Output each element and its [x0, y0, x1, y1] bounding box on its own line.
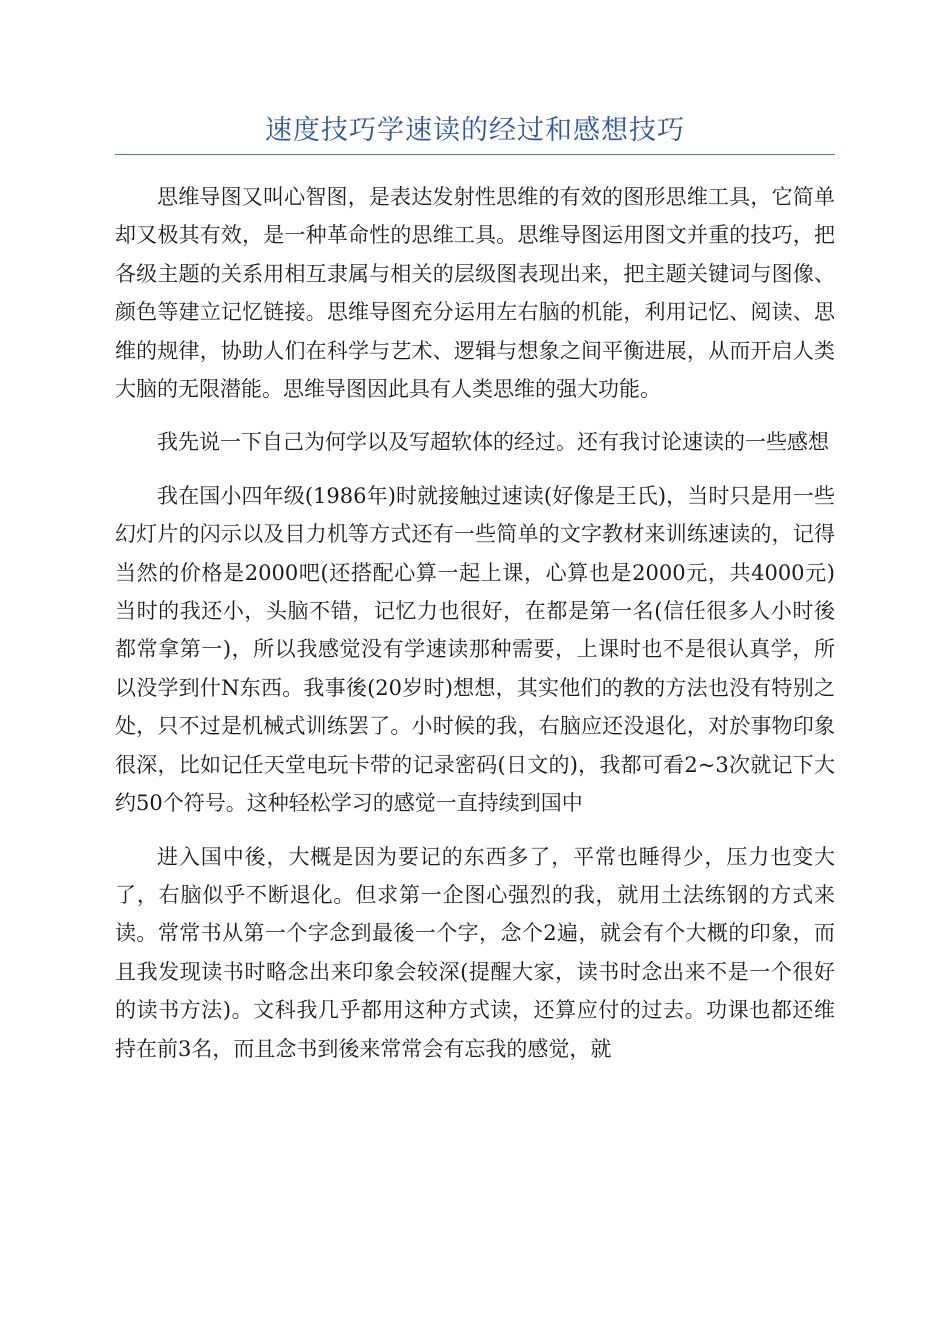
paragraph: 进入国中後，大概是因为要记的东西多了，平常也睡得少，压力也变大了，右脑似乎不断退化。但求第一企图心强烈的我，就用土法练钢的方式来读。常常书从第一个字念到最後一个字，念个2遍，就会有个大概的印象，而且我发现读书时略念出来印象会较深(提醒大家，读书时念出来不是一个很好的读书方法)。文科我几乎都用这种方式读，还算应付的过去。功课也都还维持在前3名，而且念书到後来常常会有忘我的感觉，就: [115, 844, 835, 1061]
paragraph: 我在国小四年级(1986年)时就接触过速读(好像是王氏)，当时只是用一些幻灯片的闪示以及目力机等方式还有一些简单的文字教材来训练速读的，记得当然的价格是2000吧(还搭配心算一起上课，心算也是2000元，共4000元)当时的我还小，头脑不错，记忆力也很好，在都是第一名(信任很多人小时後都常拿第一)，所以我感觉没有学速读那种需要，上课时也不是很认真学，所以没学到什N东西。我事後(20岁时)想想，其实他们的教的方法也没有特别之处，只不过是机械式训练罢了。小时候的我，右脑应还没退化，对於事物印象很深，比如记任天堂电玩卡带的记录密码(日文的)，我都可看2~3次就记下大约50个符号。这种轻松学习的感觉一直持续到国中: [115, 483, 835, 816]
paragraph: 思维导图又叫心智图，是表达发射性思维的有效的图形思维工具，它简单却又极其有效，是一种革命性的思维工具。思维导图运用图文并重的技巧，把各级主题的关系用相互隶属与相关的层级图表现出来，把主题关键词与图像、颜色等建立记忆链接。思维导图充分运用左右脑的机能，利用记忆、阅读、思维的规律，协助人们在科学与艺术、逻辑与想象之间平衡进展，从而开启人类大脑的无限潜能。思维导图因此具有人类思维的强大功能。: [115, 185, 835, 402]
title-underline: [115, 154, 835, 155]
document-title: 速度技巧学速读的经过和感想技巧: [265, 115, 685, 146]
document-body: [115, 178, 835, 1068]
paragraph: 我先说一下自己为何学以及写超软体的经过。还有我讨论速读的一些感想: [157, 430, 829, 455]
